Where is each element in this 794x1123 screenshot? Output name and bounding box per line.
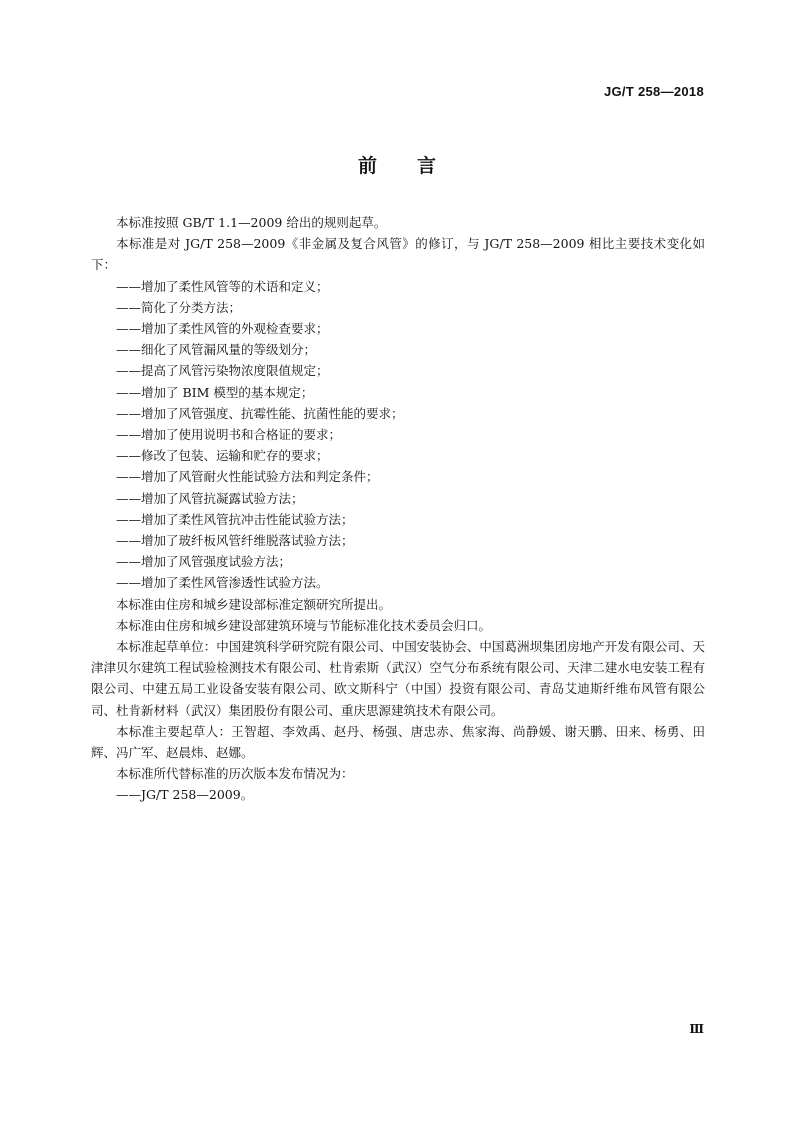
page-title: 前言 xyxy=(357,155,476,177)
change-item: ——增加了风管强度、抗霉性能、抗菌性能的要求； xyxy=(116,405,404,421)
paragraph-drafting-units: 本标准起草单位：中国建筑科学研究院有限公司、中国安装协会、中国葛洲坝集团房地产开发有限公司、天津津贝尔建筑工程试验检测技术有限公司、杜肯索斯（武汉）空气分布系统有限公司、天津二建水电安装工程有限公司、中建五局工业设备安装有限公司、欧文斯科宁（中国）投资有限公司、青岛艾迪斯纤维布风管有限公司、杜肯新材料（武汉）集团股份有限公司、重庆思源建筑技术有限公司。 xyxy=(91,639,705,718)
paragraph-history-intro: 本标准所代替标准的历次版本发布情况为： xyxy=(116,766,354,782)
paragraph-proposer: 本标准由住房和城乡建设部标准定额研究所提出。 xyxy=(116,596,392,612)
change-item: ——增加了柔性风管等的术语和定义； xyxy=(116,278,329,294)
change-item: ——增加了 BIM 模型的基本规定； xyxy=(116,384,314,400)
history-item: ——JG/T 258—2009。 xyxy=(116,787,254,803)
paragraph-drafting-rule: 本标准按照 GB/T 1.1—2009 给出的规则起草。 xyxy=(116,215,387,230)
paragraph-drafters: 本标准主要起草人：王智超、李效禹、赵丹、杨强、唐忠赤、焦家海、尚静媛、谢天鹏、田来、杨勇、田辉、冯广军、赵晨炜、赵娜。 xyxy=(91,723,705,761)
change-item: ——增加了风管强度试验方法； xyxy=(116,554,292,570)
page-number: Ⅲ xyxy=(689,1022,704,1036)
paragraph-committee: 本标准由住房和城乡建设部建筑环境与节能标准化技术委员会归口。 xyxy=(116,617,492,633)
change-item: ——增加了使用说明书和合格证的要求； xyxy=(116,427,342,443)
change-item: ——修改了包装、运输和贮存的要求； xyxy=(116,448,329,464)
standard-code: JG/T 258—2018 xyxy=(603,84,704,99)
change-item: ——细化了风管漏风量的等级划分； xyxy=(116,342,317,358)
change-item: ——增加了风管耐火性能试验方法和判定条件； xyxy=(116,469,379,485)
change-item: ——增加了柔性风管渗透性试验方法。 xyxy=(116,575,329,591)
change-item: ——增加了玻纤板风管纤维脱落试验方法； xyxy=(116,533,354,549)
foreword-body xyxy=(91,212,705,806)
change-item: ——简化了分类方法； xyxy=(116,299,242,315)
change-item: ——增加了风管抗凝露试验方法； xyxy=(116,490,304,506)
change-item: ——增加了柔性风管的外观检查要求； xyxy=(116,321,329,337)
change-item: ——增加了柔性风管抗冲击性能试验方法； xyxy=(116,511,354,527)
paragraph-revision-intro: 本标准是对 JG/T 258—2009《非金属及复合风管》的修订，与 JG/T 258—2009 相比主要技术变化如下： xyxy=(91,236,705,273)
change-item: ——提高了风管污染物浓度限值规定； xyxy=(116,363,329,379)
